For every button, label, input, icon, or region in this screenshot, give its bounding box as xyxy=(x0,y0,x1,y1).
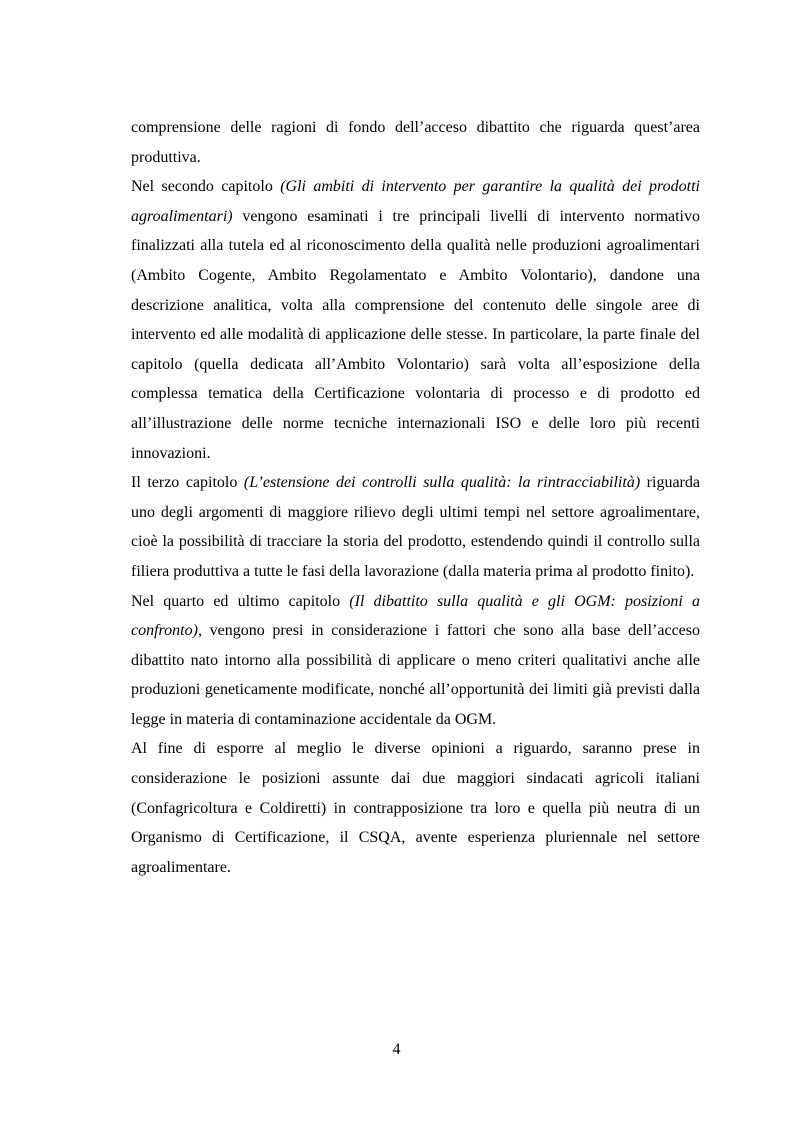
page-body xyxy=(131,113,700,882)
paragraph-chapter-three xyxy=(131,468,700,586)
chapter-title-italic: (Il dibattito sulla qualità e gli OGM: posizioni a confronto) xyxy=(131,592,701,640)
chapter-title-italic: (Gli ambiti di intervento per garantire la qualità dei prodotti agroalimentari) xyxy=(131,178,700,225)
paragraph-text: , vengono presi in considerazione i fattori che sono alla base dell’acceso dibattito nato intorno alla possibilità di applicare o meno criteri qualitativi anche alle produzioni geneticamente modificate, nonché all’opportunità dei limiti già previsti dalla legge in materia di contaminazione accidentale da OGM. xyxy=(131,622,700,728)
paragraph-chapter-two xyxy=(131,172,700,468)
paragraph-text: Il terzo capitolo xyxy=(131,474,244,492)
paragraph-closing xyxy=(131,734,700,882)
page-number: 4 xyxy=(392,1041,401,1058)
paragraph-chapter-four xyxy=(131,587,700,735)
paragraph-text: Nel quarto ed ultimo capitolo xyxy=(131,592,350,610)
paragraph-text: Al fine di esporre al meglio le diverse opinioni a riguardo, saranno prese in considerazione le posizioni assunte dai due maggiori sindacati agricoli italiani (Confagricoltura e Coldiretti) in contrapposizione tra loro e quella più neutra di un Organismo di Certificazione, il CSQA, avente esperienza pluriennale nel settore agroalimentare. xyxy=(131,740,700,876)
chapter-title-italic: (L’estensione dei controlli sulla qualità: la rintracciabilità) xyxy=(243,474,641,492)
paragraph-intro-continuation xyxy=(131,113,700,172)
paragraph-text: Nel secondo capitolo xyxy=(131,178,281,196)
paragraph-text: comprensione delle ragioni di fondo dell’acceso dibattito che riguarda quest’area produttiva. xyxy=(131,119,700,166)
paragraph-text: vengono esaminati i tre principali livelli di intervento normativo finalizzati alla tutela ed al riconoscimento della qualità nelle produzioni agroalimentari (Ambito Cogente, Ambito Regolamentato e Ambito Volontario), dandone una descrizione analitica, volta alla comprensione del contenuto delle singole aree di intervento ed alle modalità di applicazione delle stesse. In particolare, la parte finale del capitolo (quella dedicata all’Ambito Volontario) sarà volta all’esposizione della complessa tematica della Certificazione volontaria di processo e di prodotto ed all’illustrazione delle norme tecniche internazionali ISO e delle loro più recenti innovazioni. xyxy=(131,207,700,462)
paragraph-text: riguarda uno degli argomenti di maggiore rilievo degli ultimi tempi nel settore agroalimentare, cioè la possibilità di tracciare la storia del prodotto, estendendo quindi il controllo sulla filiera produttiva a tutte le fasi della lavorazione (dalla materia prima al prodotto finito). xyxy=(131,474,700,580)
